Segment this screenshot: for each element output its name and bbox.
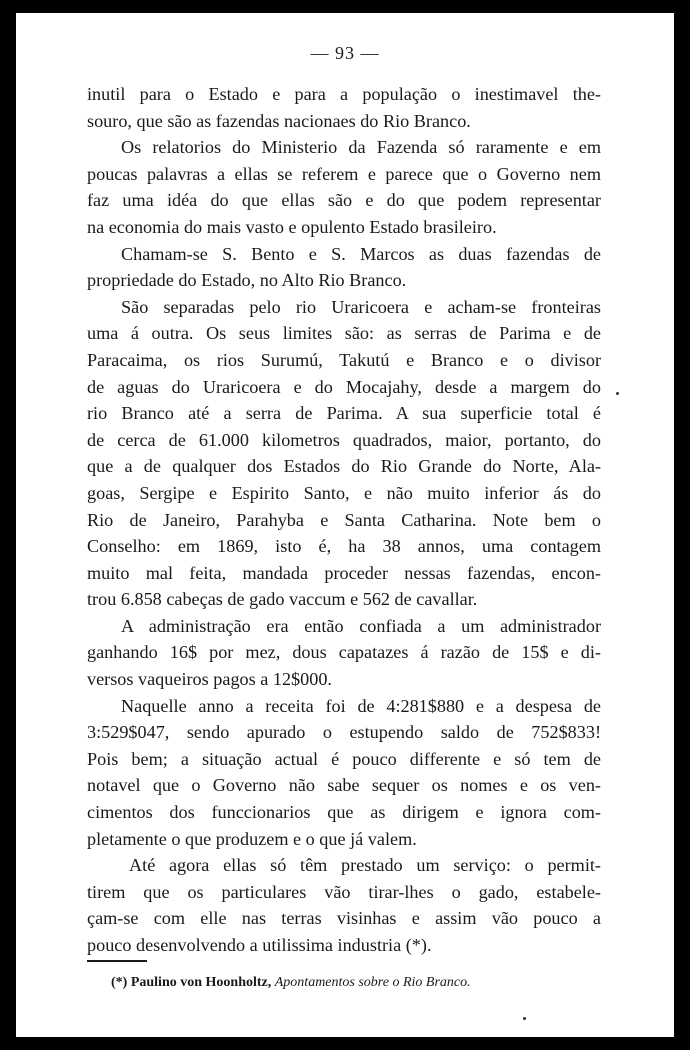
text-line: Rio de Janeiro, Parahyba e Santa Catharina. Note bem o [87,509,601,530]
footnote-title: Apontamentos sobre o Rio Branco. [274,975,471,990]
text-line: notavel que o Governo não sabe sequer os nomes e os ven- [87,775,601,796]
text-line: trou 6.858 cabeças de gado vaccum e 562 de cavallar. [87,589,478,610]
text-line: 3:529$047, sendo apurado o estupendo saldo de 752$833! [87,722,601,743]
text-line: de cerca de 61.000 kilometros quadrados, maior, portanto, do [87,429,601,450]
footnote-divider [87,960,147,962]
text-line: cimentos dos funccionarios que as dirigem e ignora com- [87,802,601,823]
text-line: pouco desenvolvendo a utilissima industria (*). [87,935,432,955]
text-line: propriedade do Estado, no Alto Rio Branco. [87,270,407,291]
paragraph [87,134,601,240]
footnote [111,975,471,991]
text-line: souro, que são as fazendas nacionaes do Rio Branco. [87,110,471,131]
text-line: Naquelle anno a receita foi de 4:281$880 e a despesa de [121,695,601,716]
text-line: Até agora ellas só têm prestado um serviço: o permit- [129,855,601,876]
text-line: Os relatorios do Ministerio da Fazenda só raramente e em [121,137,601,158]
text-line: faz uma idéa do que ellas são e do que podem representar [87,190,601,211]
text-line: goas, Sergipe e Espirito Santo, e não muito inferior ás do [87,482,601,503]
print-speck [616,392,619,395]
text-line: tirem que os particulares vão tirar-lhes o gado, estabele- [87,881,601,902]
paragraph [87,241,601,294]
text-line: pletamente o que produzem e o que já valem. [87,828,417,849]
text-line: A administração era então confiada a um administrador [121,615,601,636]
text-line: rio Branco até a serra de Parima. A sua superficie total é [87,403,601,424]
text-line: ganhando 16$ por mez, dous capatazes á razão de 15$ e di- [87,642,601,663]
page-body [87,81,601,959]
text-line: Paracaima, os rios Surumú, Takutú e Branco e o divisor [87,349,601,370]
print-speck [523,1017,526,1020]
text-line: uma á outra. Os seus limites são: as serras de Parima e de [87,323,601,344]
text-line: inutil para o Estado e para a população o inestimavel the- [87,84,601,104]
text-line: versos vaqueiros pagos a 12$000. [87,669,332,690]
paragraph [87,693,601,853]
paragraph [87,294,601,613]
footnote-marker: (*) [111,975,128,990]
text-line: na economia do mais vasto e opulento Estado brasileiro. [87,216,497,237]
text-line: Chamam-se S. Bento e S. Marcos as duas fazendas de [121,243,601,264]
text-line: Pois bem; a situação actual é pouco differente e só tem de [87,748,601,769]
text-line: Conselho: em 1869, isto é, ha 38 annos, uma contagem [87,536,601,557]
text-line: São separadas pelo rio Uraricoera e acham-se fronteiras [121,296,601,317]
document-page [16,13,674,1037]
text-line: muito mal feita, mandada proceder nessas fazendas, encon- [87,562,601,583]
paragraph [87,852,601,958]
paragraph [87,81,601,134]
footnote-author: Paulino von Hoonholtz, [130,975,272,990]
text-line: poucas palavras a ellas se referem e parece que o Governo nem [87,163,601,184]
paragraph [87,613,601,693]
text-line: que a de qualquer dos Estados do Rio Grande do Norte, Ala- [87,456,601,477]
text-line: çam-se com elle nas terras visinhas e assim vão pouco a [87,908,601,929]
text-line: de aguas do Uraricoera e do Mocajahy, desde a margem do [87,376,601,397]
page-number: — 93 — [310,43,380,63]
